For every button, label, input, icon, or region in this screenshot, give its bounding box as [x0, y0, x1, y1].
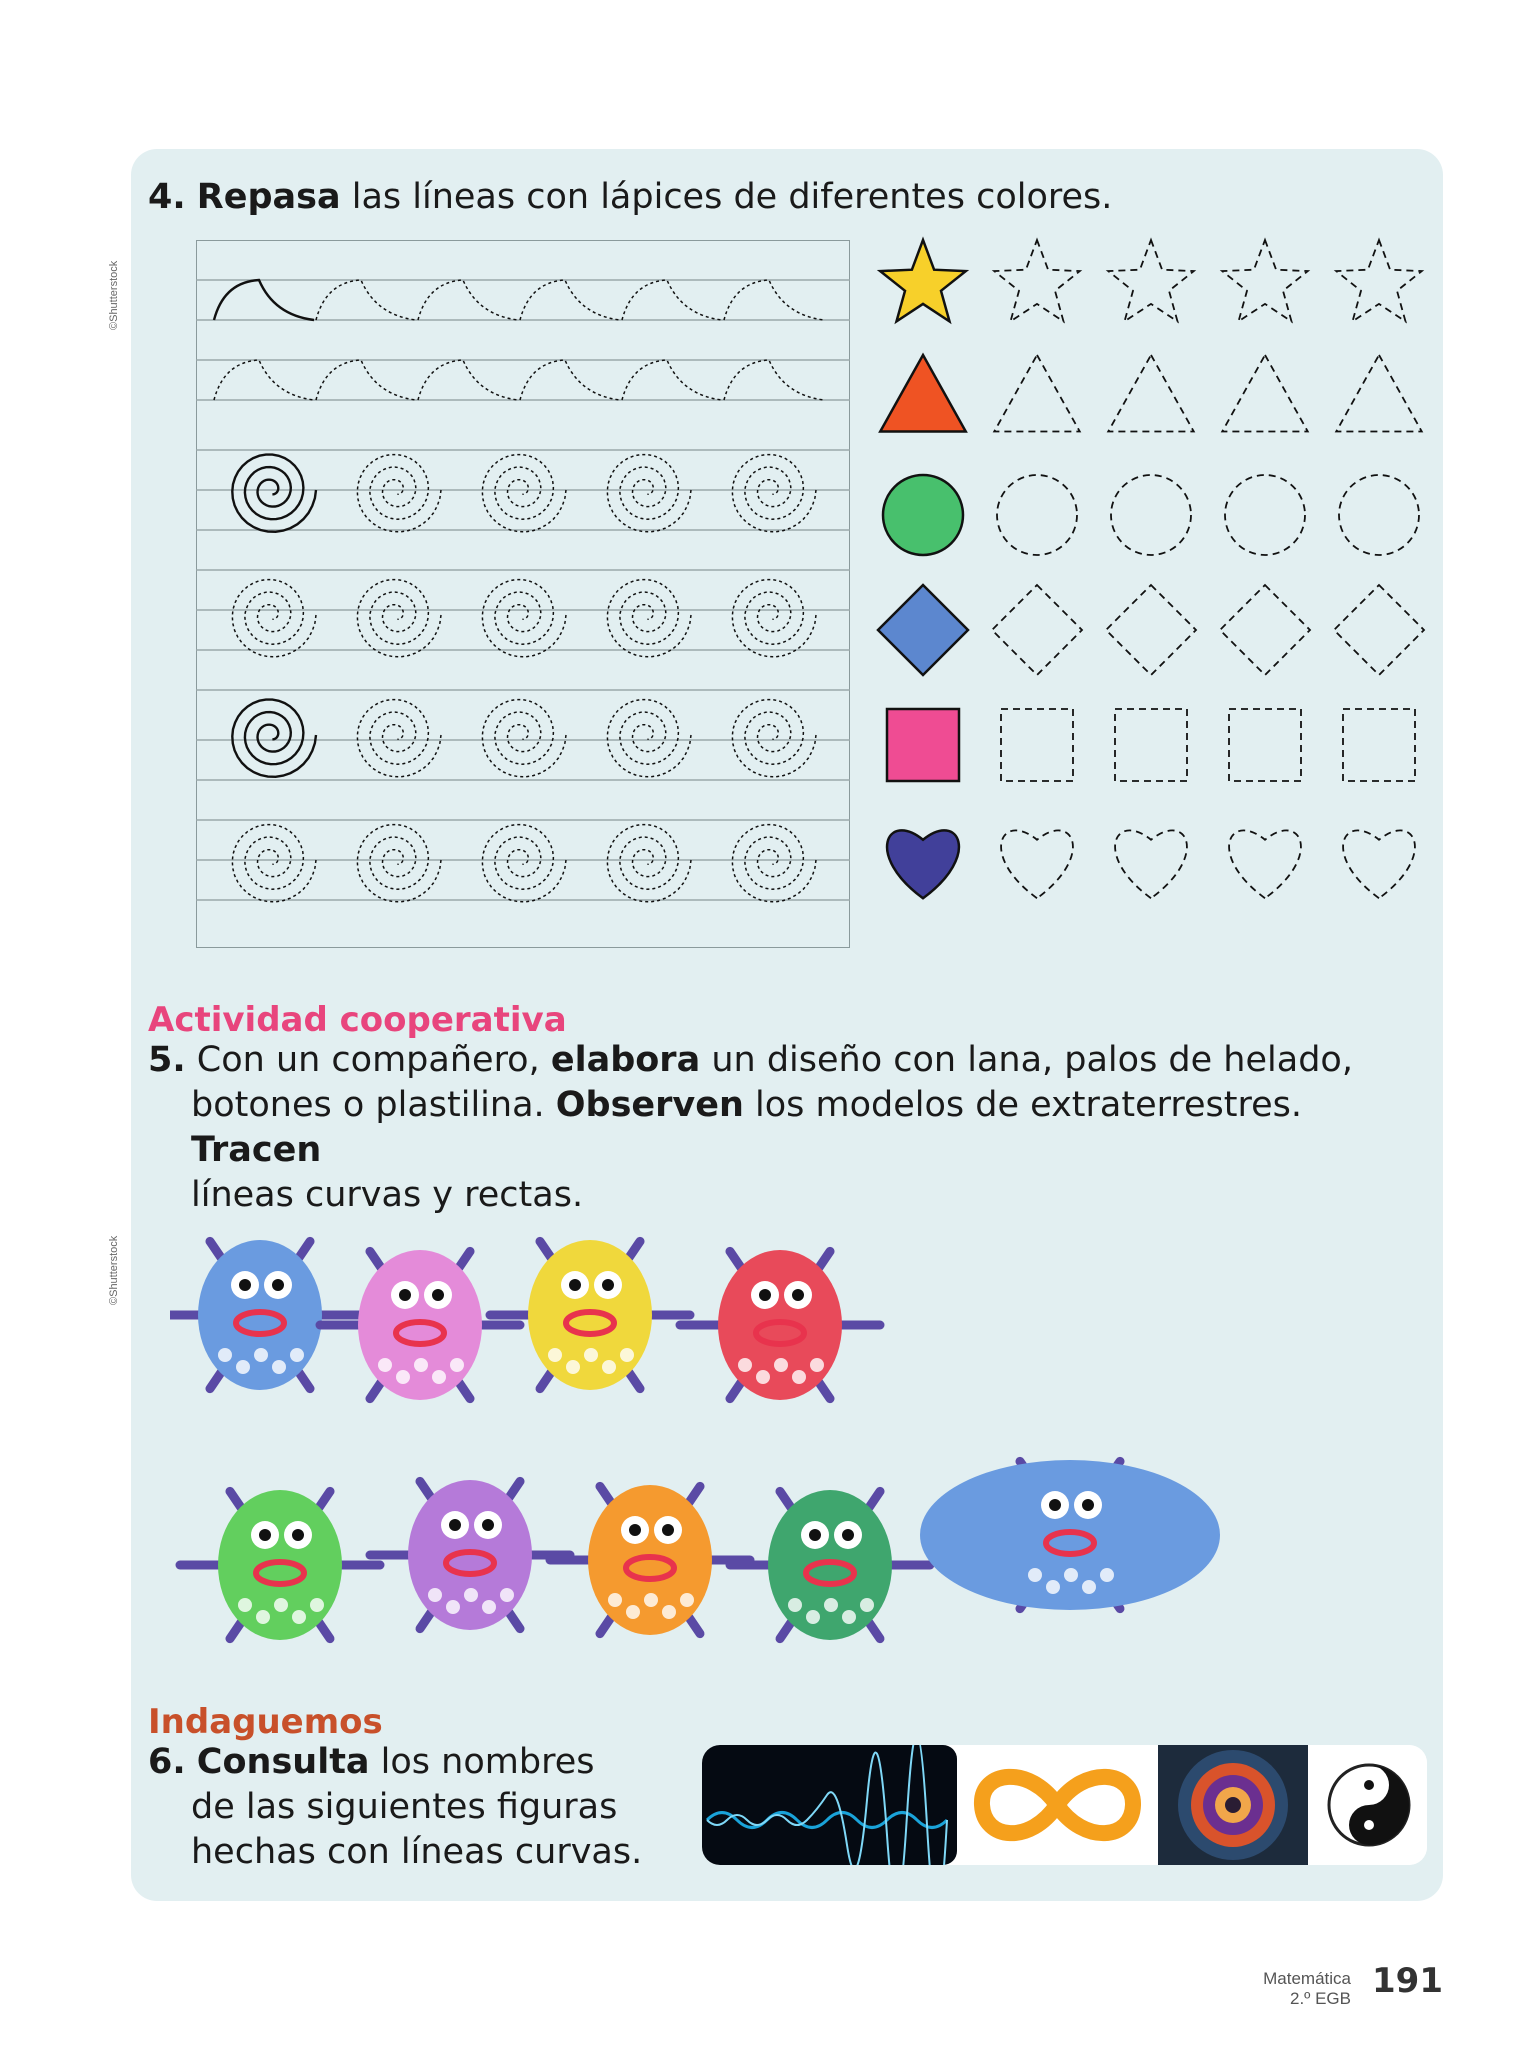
page-number: 191: [1372, 1961, 1443, 2001]
star-filled-shape: [880, 240, 966, 321]
heart-filled-shape: [887, 830, 959, 898]
curved-figures-strip: [702, 1745, 1427, 1865]
circle-dashed-shape: [997, 475, 1077, 555]
question-text: hechas con líneas curvas.: [191, 1832, 643, 1872]
diamond-dashed-shape: [992, 585, 1082, 675]
question-4: [148, 175, 1112, 220]
tracing-lines-grid: [196, 240, 850, 948]
alien-models-image: [170, 1195, 1440, 1675]
alien-figure: [170, 1240, 360, 1390]
alien-figure: [490, 1240, 690, 1390]
alien-figure: [550, 1485, 750, 1635]
star-dashed-shape: [1336, 240, 1422, 321]
diamond-dashed-shape: [1220, 585, 1310, 675]
question-text: las líneas con lápices de diferentes colores.: [340, 177, 1113, 217]
square-filled-shape: [887, 709, 959, 781]
yin-yang-image: [1311, 1745, 1427, 1865]
diamond-dashed-shape: [1106, 585, 1196, 675]
square-dashed-shape: [1229, 709, 1301, 781]
question-6: [148, 1740, 642, 1875]
circle-dashed-shape: [1111, 475, 1191, 555]
heart-dashed-shape: [1115, 830, 1187, 898]
square-dashed-shape: [1343, 709, 1415, 781]
alien-figure: [180, 1490, 380, 1640]
spiral-image: [1158, 1745, 1308, 1865]
heart-dashed-shape: [1229, 830, 1301, 898]
triangle-dashed-shape: [1108, 355, 1194, 432]
wave-image: [702, 1745, 957, 1865]
question-verb: Repasa: [196, 177, 341, 217]
footer-subject: [1263, 1969, 1351, 2009]
triangle-filled-shape: [880, 355, 966, 432]
circle-dashed-shape: [1225, 475, 1305, 555]
heart-dashed-shape: [1343, 830, 1415, 898]
square-dashed-shape: [1001, 709, 1073, 781]
question-verb: Observen: [555, 1085, 744, 1125]
triangle-dashed-shape: [1222, 355, 1308, 432]
shapes-tracing: [875, 230, 1435, 910]
infinity-image: [960, 1745, 1155, 1865]
question-text: líneas curvas y rectas.: [191, 1175, 584, 1215]
question-text: de las siguientes figuras: [191, 1787, 618, 1827]
question-verb: Tracen: [191, 1130, 322, 1170]
triangle-dashed-shape: [1336, 355, 1422, 432]
photo-credit: ©Shutterstock: [108, 1235, 120, 1305]
question-number: 4.: [148, 177, 186, 217]
alien-figure: [680, 1250, 880, 1400]
alien-figure: [920, 1460, 1220, 1610]
cooperative-heading: Actividad cooperativa: [148, 1000, 567, 1040]
circle-dashed-shape: [1339, 475, 1419, 555]
alien-figure: [370, 1480, 570, 1630]
alien-figure: [320, 1250, 520, 1400]
question-verb: elabora: [550, 1040, 701, 1080]
question-text: botones o plastilina.: [191, 1085, 556, 1125]
diamond-filled-shape: [878, 585, 968, 675]
heart-dashed-shape: [1001, 830, 1073, 898]
star-dashed-shape: [1222, 240, 1308, 321]
triangle-dashed-shape: [994, 355, 1080, 432]
photo-credit: ©Shutterstock: [108, 260, 120, 330]
question-5: [148, 1038, 1438, 1218]
diamond-dashed-shape: [1334, 585, 1424, 675]
question-text: un diseño con lana, palos de helado,: [700, 1040, 1353, 1080]
subject-label: Matemática: [1263, 1969, 1351, 1988]
question-text: los nombres: [369, 1742, 595, 1782]
question-text: los modelos de extraterrestres.: [743, 1085, 1303, 1125]
grade-label: 2.º EGB: [1289, 1989, 1351, 2008]
square-dashed-shape: [1115, 709, 1187, 781]
alien-figure: [730, 1490, 930, 1640]
inquiry-heading: Indaguemos: [148, 1702, 383, 1742]
question-number: 6.: [148, 1742, 186, 1782]
circle-filled-shape: [883, 475, 963, 555]
star-dashed-shape: [994, 240, 1080, 321]
question-text: Con un compañero,: [185, 1040, 551, 1080]
question-verb: Consulta: [196, 1742, 370, 1782]
star-dashed-shape: [1108, 240, 1194, 321]
question-number: 5.: [148, 1040, 186, 1080]
